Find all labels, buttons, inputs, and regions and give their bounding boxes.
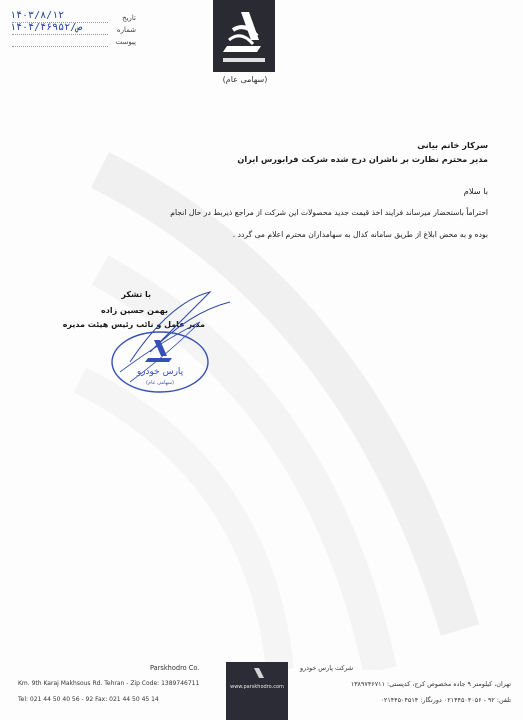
company-watermark [60, 150, 480, 670]
footer-tel-fa: تلفن: ۹۲ - ۰۲۱۴۴۵۰۴۰۵۶ دورنگار: ۰۲۱۴۴۵۰۴۵۱۴ [380, 696, 511, 704]
footer-company-fa: شرکت پارس خودرو [300, 664, 354, 672]
body-line-1: احتراماً باستحضار میرساند فرایند اخذ قیمت جدید محصولات این شرکت از مراجع ذیربط در حال انجام [170, 208, 488, 217]
date-label: تاریخ [122, 14, 136, 22]
footer-address-fa: تهران، کیلومتر ۹ جاده مخصوص کرج، کدپستی: ۱۳۸۹۷۴۶۷۱۱ [350, 680, 511, 688]
footer-company-en: Parskhodro Co. [150, 664, 200, 672]
footer-tel-en: Tel: 021 44 50 40 56 - 92 Fax: 021 44 50 45 14 [18, 696, 159, 703]
date-value: ۱۴۰۳/۸/۱۲ [10, 10, 65, 21]
signer-position: مدیر عامل و نائب رئیس هیئت مدیره [62, 320, 205, 329]
company-logo [213, 0, 275, 72]
recipient-title: مدیر محترم نظارت بر ناشران درج شده شرکت فرابورس ایران [237, 154, 488, 164]
company-stamp [110, 330, 210, 394]
greeting: با سلام [463, 186, 488, 196]
recipient-name: سرکار خانم بیانی [417, 140, 488, 150]
attachment-row [6, 38, 136, 50]
stamp-company: پارس خودرو [136, 367, 184, 377]
attachment-label: پیوست [115, 38, 136, 46]
footer-address-en: Km. 9th Karaj Makhsous Rd. Tehran - Zip Code: 1389746711 [18, 680, 200, 687]
signer-name: بهمن حسین زاده [101, 306, 168, 315]
stamp-sub: (سهامی عام) [146, 380, 174, 386]
footer-emblem-icon [226, 662, 288, 720]
number-label: شماره [116, 26, 136, 34]
footer-website: www.parskhodro.com [230, 684, 284, 690]
logo-emblem-icon [213, 0, 275, 72]
number-value: ۱۴۰۴/ص/۴۶۹۵۲ [10, 22, 83, 33]
company-type-label: (سهامی عام) [222, 75, 268, 84]
body-line-2: بوده و به محض ابلاغ از طریق سامانه کدال به سهامداران محترم اعلام می گردد . [232, 230, 488, 239]
footer-logo [226, 662, 288, 720]
letter-meta [6, 10, 136, 50]
number-row [6, 22, 136, 38]
closing: با تشکر [121, 290, 151, 299]
